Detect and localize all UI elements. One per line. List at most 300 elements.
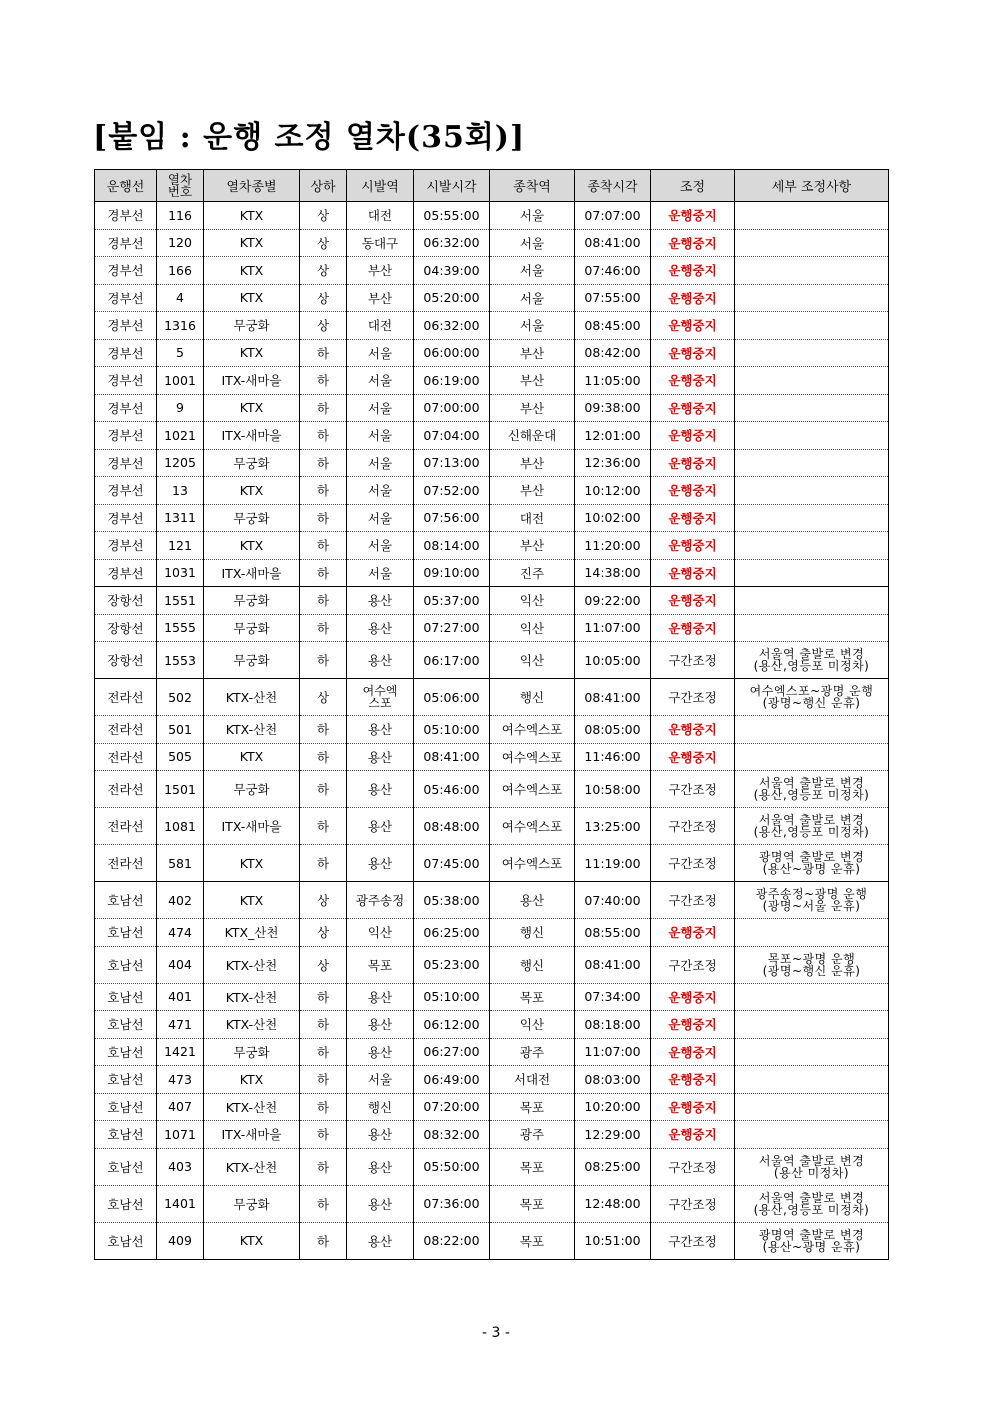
cell-destination: 익산 <box>490 614 575 642</box>
cell-origin: 서울 <box>347 367 414 395</box>
header-adjustment: 조정 <box>651 170 735 202</box>
cell-arrival-time: 10:02:00 <box>575 504 651 532</box>
cell-departure-time: 08:22:00 <box>414 1222 490 1259</box>
cell-direction: 하 <box>300 983 347 1011</box>
cell-adjustment: 운행중지 <box>651 1011 735 1039</box>
cell-details: 광주송정~광명 운행 (광명~서울 운휴) <box>735 882 889 919</box>
cell-departure-time: 07:13:00 <box>414 449 490 477</box>
cell-departure-time: 07:36:00 <box>414 1185 490 1222</box>
cell-train-type: KTX-산천 <box>204 679 300 716</box>
cell-destination: 목포 <box>490 1148 575 1185</box>
cell-departure-time: 06:32:00 <box>414 312 490 340</box>
cell-destination: 부산 <box>490 477 575 505</box>
cell-direction: 상 <box>300 229 347 257</box>
cell-details: 서울역 출발로 변경 (용산,영등포 미정차) <box>735 771 889 808</box>
cell-details <box>735 1038 889 1066</box>
cell-details <box>735 983 889 1011</box>
cell-direction: 하 <box>300 845 347 882</box>
cell-origin: 용산 <box>347 587 414 615</box>
cell-details <box>735 504 889 532</box>
table-row <box>95 477 889 505</box>
cell-origin: 용산 <box>347 771 414 808</box>
table-row <box>95 743 889 771</box>
cell-line: 전라선 <box>95 716 157 744</box>
cell-adjustment: 구간조정 <box>651 882 735 919</box>
cell-train-type: 무궁화 <box>204 1185 300 1222</box>
cell-adjustment: 구간조정 <box>651 1185 735 1222</box>
cell-origin: 용산 <box>347 1222 414 1259</box>
cell-destination: 목포 <box>490 1093 575 1121</box>
cell-destination: 목포 <box>490 1222 575 1259</box>
table-row <box>95 229 889 257</box>
cell-origin: 부산 <box>347 257 414 285</box>
cell-train-no: 120 <box>157 229 204 257</box>
cell-destination: 진주 <box>490 559 575 587</box>
cell-direction: 하 <box>300 477 347 505</box>
cell-direction: 하 <box>300 1093 347 1121</box>
cell-train-no: 121 <box>157 532 204 560</box>
table-row <box>95 946 889 983</box>
cell-departure-time: 06:12:00 <box>414 1011 490 1039</box>
cell-train-no: 1421 <box>157 1038 204 1066</box>
cell-details: 서울역 출발로 변경 (용산,영등포 미정차) <box>735 1185 889 1222</box>
cell-departure-time: 05:50:00 <box>414 1148 490 1185</box>
cell-direction: 상 <box>300 257 347 285</box>
cell-adjustment: 운행중지 <box>651 257 735 285</box>
cell-train-no: 402 <box>157 882 204 919</box>
cell-line: 전라선 <box>95 743 157 771</box>
cell-arrival-time: 09:38:00 <box>575 394 651 422</box>
cell-direction: 하 <box>300 532 347 560</box>
cell-destination: 익산 <box>490 1011 575 1039</box>
table-row <box>95 679 889 716</box>
cell-direction: 하 <box>300 808 347 845</box>
cell-origin: 서울 <box>347 449 414 477</box>
cell-adjustment: 운행중지 <box>651 1093 735 1121</box>
cell-line: 호남선 <box>95 1121 157 1149</box>
cell-train-type: KTX-산천 <box>204 1011 300 1039</box>
cell-arrival-time: 11:07:00 <box>575 1038 651 1066</box>
header-train-no-text: 열차 번호 <box>167 171 193 199</box>
cell-origin: 용산 <box>347 983 414 1011</box>
cell-adjustment: 구간조정 <box>651 1222 735 1259</box>
cell-line: 경부선 <box>95 367 157 395</box>
cell-train-type: KTX-산천 <box>204 983 300 1011</box>
table-row <box>95 422 889 450</box>
cell-details <box>735 394 889 422</box>
cell-direction: 하 <box>300 1121 347 1149</box>
cell-direction: 하 <box>300 716 347 744</box>
cell-arrival-time: 07:46:00 <box>575 257 651 285</box>
cell-adjustment: 운행중지 <box>651 1066 735 1094</box>
cell-train-no: 1031 <box>157 559 204 587</box>
cell-origin: 광주송정 <box>347 882 414 919</box>
cell-train-no: 1316 <box>157 312 204 340</box>
cell-adjustment: 구간조정 <box>651 642 735 679</box>
cell-destination: 서대전 <box>490 1066 575 1094</box>
cell-adjustment: 구간조정 <box>651 845 735 882</box>
cell-destination: 목포 <box>490 983 575 1011</box>
cell-line: 호남선 <box>95 1066 157 1094</box>
header-train-no <box>157 170 204 202</box>
cell-origin: 서울 <box>347 477 414 505</box>
cell-details <box>735 614 889 642</box>
cell-origin: 용산 <box>347 1038 414 1066</box>
cell-line: 호남선 <box>95 1148 157 1185</box>
table-row <box>95 284 889 312</box>
cell-train-type: KTX <box>204 394 300 422</box>
cell-destination: 광주 <box>490 1038 575 1066</box>
cell-train-no: 501 <box>157 716 204 744</box>
cell-details <box>735 257 889 285</box>
cell-origin: 용산 <box>347 716 414 744</box>
cell-direction: 하 <box>300 587 347 615</box>
cell-details <box>735 449 889 477</box>
cell-train-type: KTX <box>204 845 300 882</box>
cell-departure-time: 05:37:00 <box>414 587 490 615</box>
cell-adjustment: 운행중지 <box>651 1038 735 1066</box>
cell-arrival-time: 07:40:00 <box>575 882 651 919</box>
cell-train-type: KTX-산천 <box>204 716 300 744</box>
cell-origin: 동대구 <box>347 229 414 257</box>
cell-departure-time: 07:56:00 <box>414 504 490 532</box>
cell-origin: 서울 <box>347 559 414 587</box>
cell-origin: 행신 <box>347 1093 414 1121</box>
cell-train-type: KTX <box>204 284 300 312</box>
cell-destination: 행신 <box>490 679 575 716</box>
header-direction: 상하 <box>300 170 347 202</box>
cell-destination: 여수엑스포 <box>490 743 575 771</box>
cell-arrival-time: 08:42:00 <box>575 339 651 367</box>
cell-details: 서울역 출발로 변경 (용산,영등포 미정차) <box>735 808 889 845</box>
cell-adjustment: 구간조정 <box>651 946 735 983</box>
cell-details <box>735 202 889 230</box>
cell-arrival-time: 08:55:00 <box>575 919 651 947</box>
cell-destination: 부산 <box>490 339 575 367</box>
cell-details <box>735 1066 889 1094</box>
cell-destination: 익산 <box>490 587 575 615</box>
cell-departure-time: 07:45:00 <box>414 845 490 882</box>
table-row <box>95 587 889 615</box>
cell-line: 호남선 <box>95 1038 157 1066</box>
cell-line: 장항선 <box>95 587 157 615</box>
cell-departure-time: 06:00:00 <box>414 339 490 367</box>
cell-direction: 하 <box>300 559 347 587</box>
cell-train-type: ITX-새마을 <box>204 808 300 845</box>
cell-origin: 대전 <box>347 312 414 340</box>
cell-arrival-time: 08:41:00 <box>575 679 651 716</box>
cell-line: 장항선 <box>95 642 157 679</box>
cell-adjustment: 운행중지 <box>651 614 735 642</box>
cell-destination: 서울 <box>490 257 575 285</box>
table-row <box>95 1222 889 1259</box>
cell-arrival-time: 12:48:00 <box>575 1185 651 1222</box>
cell-adjustment: 운행중지 <box>651 312 735 340</box>
cell-train-type: KTX <box>204 229 300 257</box>
cell-departure-time: 04:39:00 <box>414 257 490 285</box>
cell-train-no: 4 <box>157 284 204 312</box>
cell-line: 경부선 <box>95 229 157 257</box>
cell-adjustment: 운행중지 <box>651 449 735 477</box>
cell-train-no: 13 <box>157 477 204 505</box>
cell-destination: 부산 <box>490 449 575 477</box>
cell-origin: 용산 <box>347 743 414 771</box>
cell-origin: 서울 <box>347 422 414 450</box>
cell-line: 호남선 <box>95 1185 157 1222</box>
cell-train-type: KTX-산천 <box>204 1093 300 1121</box>
cell-line: 경부선 <box>95 532 157 560</box>
header-arrival-time: 종착시각 <box>575 170 651 202</box>
cell-departure-time: 06:17:00 <box>414 642 490 679</box>
cell-train-no: 473 <box>157 1066 204 1094</box>
cell-direction: 하 <box>300 422 347 450</box>
cell-line: 경부선 <box>95 202 157 230</box>
header-departure-time: 시발시각 <box>414 170 490 202</box>
cell-departure-time: 06:32:00 <box>414 229 490 257</box>
cell-direction: 하 <box>300 449 347 477</box>
cell-origin: 용산 <box>347 845 414 882</box>
table-row <box>95 257 889 285</box>
cell-train-no: 1081 <box>157 808 204 845</box>
cell-details <box>735 1011 889 1039</box>
cell-train-type: KTX <box>204 257 300 285</box>
cell-destination: 용산 <box>490 882 575 919</box>
table-row <box>95 1093 889 1121</box>
cell-adjustment: 운행중지 <box>651 504 735 532</box>
cell-line: 경부선 <box>95 312 157 340</box>
cell-direction: 하 <box>300 1148 347 1185</box>
table-row <box>95 1185 889 1222</box>
table-row <box>95 449 889 477</box>
cell-line: 호남선 <box>95 919 157 947</box>
cell-train-no: 1001 <box>157 367 204 395</box>
cell-adjustment: 운행중지 <box>651 284 735 312</box>
cell-train-type: 무궁화 <box>204 1038 300 1066</box>
cell-adjustment: 운행중지 <box>651 1121 735 1149</box>
cell-train-no: 403 <box>157 1148 204 1185</box>
cell-adjustment: 구간조정 <box>651 771 735 808</box>
cell-train-no: 1205 <box>157 449 204 477</box>
cell-adjustment: 운행중지 <box>651 559 735 587</box>
cell-origin: 대전 <box>347 202 414 230</box>
cell-train-type: 무궁화 <box>204 642 300 679</box>
cell-departure-time: 05:38:00 <box>414 882 490 919</box>
table-row <box>95 1066 889 1094</box>
cell-arrival-time: 11:46:00 <box>575 743 651 771</box>
cell-departure-time: 07:00:00 <box>414 394 490 422</box>
cell-details <box>735 1121 889 1149</box>
cell-origin: 용산 <box>347 642 414 679</box>
cell-line: 장항선 <box>95 614 157 642</box>
cell-direction: 하 <box>300 743 347 771</box>
table-row <box>95 716 889 744</box>
cell-train-type: KTX <box>204 1066 300 1094</box>
table-row <box>95 771 889 808</box>
table-header-row <box>95 170 889 202</box>
page-number: - 3 - <box>482 1325 510 1341</box>
cell-train-type: 무궁화 <box>204 614 300 642</box>
cell-arrival-time: 08:41:00 <box>575 229 651 257</box>
cell-details: 서울역 출발로 변경 (용산 미정차) <box>735 1148 889 1185</box>
cell-destination: 서울 <box>490 229 575 257</box>
cell-details <box>735 743 889 771</box>
cell-train-type: KTX <box>204 743 300 771</box>
cell-train-no: 1551 <box>157 587 204 615</box>
cell-direction: 상 <box>300 284 347 312</box>
cell-adjustment: 운행중지 <box>651 394 735 422</box>
table-row <box>95 339 889 367</box>
table-row <box>95 367 889 395</box>
cell-adjustment: 구간조정 <box>651 1148 735 1185</box>
cell-direction: 하 <box>300 1066 347 1094</box>
cell-details <box>735 559 889 587</box>
train-adjustment-table <box>94 169 889 1260</box>
cell-details <box>735 919 889 947</box>
cell-destination: 서울 <box>490 202 575 230</box>
cell-arrival-time: 14:38:00 <box>575 559 651 587</box>
cell-direction: 하 <box>300 1222 347 1259</box>
page-title: [붙임 : 운행 조정 열차(35회)] <box>93 120 526 155</box>
cell-direction: 상 <box>300 312 347 340</box>
cell-departure-time: 06:19:00 <box>414 367 490 395</box>
cell-arrival-time: 12:36:00 <box>575 449 651 477</box>
cell-train-no: 1401 <box>157 1185 204 1222</box>
cell-details <box>735 532 889 560</box>
cell-adjustment: 운행중지 <box>651 229 735 257</box>
cell-adjustment: 운행중지 <box>651 477 735 505</box>
cell-departure-time: 05:10:00 <box>414 716 490 744</box>
cell-direction: 하 <box>300 614 347 642</box>
cell-direction: 하 <box>300 642 347 679</box>
cell-origin: 용산 <box>347 1148 414 1185</box>
table-body <box>95 202 889 1260</box>
header-line: 운행선 <box>95 170 157 202</box>
cell-train-type: KTX-산천 <box>204 946 300 983</box>
cell-arrival-time: 07:55:00 <box>575 284 651 312</box>
cell-line: 경부선 <box>95 504 157 532</box>
table-row <box>95 202 889 230</box>
cell-departure-time: 05:46:00 <box>414 771 490 808</box>
cell-arrival-time: 11:07:00 <box>575 614 651 642</box>
cell-destination: 부산 <box>490 394 575 422</box>
cell-details <box>735 284 889 312</box>
cell-line: 경부선 <box>95 284 157 312</box>
cell-train-type: KTX <box>204 1222 300 1259</box>
cell-origin: 부산 <box>347 284 414 312</box>
cell-origin: 용산 <box>347 1185 414 1222</box>
cell-origin: 서울 <box>347 1066 414 1094</box>
cell-origin: 용산 <box>347 1121 414 1149</box>
table-row <box>95 808 889 845</box>
cell-arrival-time: 10:51:00 <box>575 1222 651 1259</box>
cell-adjustment: 운행중지 <box>651 919 735 947</box>
cell-line: 호남선 <box>95 882 157 919</box>
cell-train-no: 1553 <box>157 642 204 679</box>
cell-arrival-time: 10:12:00 <box>575 477 651 505</box>
cell-origin: 서울 <box>347 532 414 560</box>
cell-train-type: KTX <box>204 202 300 230</box>
cell-arrival-time: 13:25:00 <box>575 808 651 845</box>
cell-origin: 용산 <box>347 1011 414 1039</box>
cell-departure-time: 05:06:00 <box>414 679 490 716</box>
cell-adjustment: 운행중지 <box>651 716 735 744</box>
header-destination: 종착역 <box>490 170 575 202</box>
cell-details: 서울역 출발로 변경 (용산,영등포 미정차) <box>735 642 889 679</box>
cell-arrival-time: 08:18:00 <box>575 1011 651 1039</box>
cell-train-type: 무궁화 <box>204 504 300 532</box>
cell-origin: 용산 <box>347 614 414 642</box>
cell-train-type: ITX-새마을 <box>204 422 300 450</box>
cell-arrival-time: 07:34:00 <box>575 983 651 1011</box>
cell-direction: 하 <box>300 1185 347 1222</box>
cell-train-no: 581 <box>157 845 204 882</box>
cell-train-no: 401 <box>157 983 204 1011</box>
cell-departure-time: 05:55:00 <box>414 202 490 230</box>
table-row <box>95 394 889 422</box>
cell-details <box>735 367 889 395</box>
cell-details: 목포~광명 운행 (광명~행신 운휴) <box>735 946 889 983</box>
cell-direction: 하 <box>300 504 347 532</box>
cell-destination: 여수엑스포 <box>490 716 575 744</box>
cell-details <box>735 477 889 505</box>
cell-direction: 하 <box>300 394 347 422</box>
cell-destination: 여수엑스포 <box>490 771 575 808</box>
cell-arrival-time: 08:45:00 <box>575 312 651 340</box>
cell-adjustment: 구간조정 <box>651 808 735 845</box>
cell-arrival-time: 08:03:00 <box>575 1066 651 1094</box>
cell-origin: 서울 <box>347 339 414 367</box>
cell-train-no: 409 <box>157 1222 204 1259</box>
cell-destination: 서울 <box>490 284 575 312</box>
cell-destination: 행신 <box>490 919 575 947</box>
cell-details <box>735 422 889 450</box>
cell-details: 여수엑스포~광명 운행 (광명~행신 운휴) <box>735 679 889 716</box>
cell-arrival-time: 11:20:00 <box>575 532 651 560</box>
cell-train-no: 116 <box>157 202 204 230</box>
cell-origin: 목포 <box>347 946 414 983</box>
cell-direction: 상 <box>300 919 347 947</box>
table-row <box>95 559 889 587</box>
cell-train-type: KTX_산천 <box>204 919 300 947</box>
cell-adjustment: 운행중지 <box>651 983 735 1011</box>
cell-train-no: 1555 <box>157 614 204 642</box>
cell-train-type: KTX <box>204 477 300 505</box>
cell-origin: 여수엑 스포 <box>347 679 414 716</box>
cell-departure-time: 09:10:00 <box>414 559 490 587</box>
cell-direction: 상 <box>300 946 347 983</box>
cell-train-no: 471 <box>157 1011 204 1039</box>
cell-arrival-time: 08:05:00 <box>575 716 651 744</box>
header-origin: 시발역 <box>347 170 414 202</box>
cell-train-type: KTX-산천 <box>204 1148 300 1185</box>
cell-arrival-time: 10:20:00 <box>575 1093 651 1121</box>
cell-origin: 서울 <box>347 394 414 422</box>
cell-line: 호남선 <box>95 1222 157 1259</box>
cell-line: 호남선 <box>95 946 157 983</box>
cell-direction: 하 <box>300 367 347 395</box>
cell-destination: 대전 <box>490 504 575 532</box>
cell-train-type: KTX <box>204 532 300 560</box>
cell-train-no: 5 <box>157 339 204 367</box>
table-row <box>95 642 889 679</box>
cell-direction: 하 <box>300 1011 347 1039</box>
cell-train-no: 474 <box>157 919 204 947</box>
cell-destination: 목포 <box>490 1185 575 1222</box>
cell-line: 경부선 <box>95 257 157 285</box>
cell-origin: 용산 <box>347 808 414 845</box>
cell-departure-time: 08:32:00 <box>414 1121 490 1149</box>
cell-destination: 여수엑스포 <box>490 808 575 845</box>
